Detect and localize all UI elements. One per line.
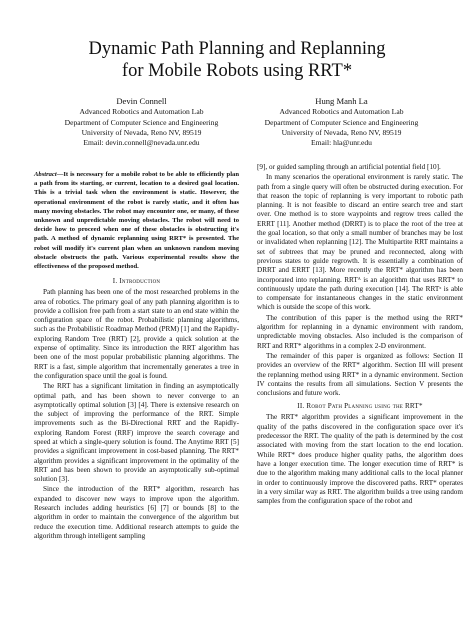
author-lab: Advanced Robotics and Automation Lab: [279, 107, 404, 117]
author-department: Department of Computer Science and Engineering: [64, 117, 219, 127]
section-number: I.: [112, 277, 118, 286]
title-line-2: for Mobile Robots using RRT*: [121, 61, 353, 81]
body-paragraph: Since the introduction of the RRT* algorithm, research has expanded to discover new ways to improve upon the algorithm. Research includes adding heuristics [6] [7] or bounds [8] to the algorithm in order to maintain the convergence of the algorithm but reduce the execution time. Additional research attempts to guide the algorithm through intelligent sampling: [34, 485, 239, 540]
author-name: Hung Manh La: [315, 96, 368, 106]
body-paragraph: [9], or guided sampling through an artificial potential field [10].: [257, 163, 441, 171]
body-paragraph: The RRT has a significant limitation in finding an asymptotically optimal path, and has been shown to never converge to an asymptotically optimal solution [3] [4]. There is extensive research on the subject of improving the performance of the RRT. Simple improvements such as the Bi-Directional RRT and the Rapidly-exploring Random Forest (RRF) improve the search coverage and speed at which a single-query solution is found. The Anytime RRT [5] provides a significant improvement in cost-based planning. The RRT* algorithm provides a significant improvement in the optimality of the RRT and has been shown to provide an asymptotically sub-optimal solution [3].: [34, 382, 239, 484]
author-block-1: [34, 96, 249, 148]
title-line-1: Dynamic Path Planning and Replanning: [88, 39, 386, 59]
abstract-label: Abstract: [34, 171, 57, 178]
body-paragraph: The RRT* algorithm provides a significant improvement in the quality of the paths discovered in the configuration space over it's predecessor the RRT. The quality of the path is determined by the cost associated with moving from the start location to the end location. While RRT* does produce higher quality paths, the algorithm does have a longer execution time. The longer execution time of RRT* is due to the algorithm making many additional calls to the local planner in order to continuously improve the discovered paths. RRT* operates in a very similar way as RRT. The algorithm builds a tree using random samples from the configuration space of the robot and: [257, 413, 463, 506]
author-block-2: [234, 96, 449, 148]
body-paragraph: In many scenarios the operational environment is rarely static. The path from a single query will often be obstructed during execution. For that reason the topic of replanning is very important to robotic path planning. It is not feasible to discard an entire search tree and start over. One method is to store waypoints and regrow trees called the ERRT [11]. Another method (DRRT) is to place the root of the tree at the goal location, so that only a small number of branches may be lost or invalidated when replanning [12]. The Multipartite RRT maintains a set of subtrees that may be pruned and reconnected, along with previous states to guide regrowth. It is essentially a combination of DRRT and ERRT [13]. More recently the RRT* algorithm has been incorporated into replanning. RRTᴬ is an algorithm that uses RRT* to continuously update the path during execution [14]. The RRTˣ is able to compensate for instantaneous changes in the static environment which is outside the scope of this work.: [257, 173, 463, 312]
body-paragraph: The remainder of this paper is organized as follows: Section II provides an overview of the RRT* algorithm. Section III will present the replanning method using RRT* in a dynamic environment. Section IV contains the results from all simulations. Section V presents the conclusions and future work.: [257, 351, 463, 398]
author-university: University of Nevada, Reno NV, 89519: [281, 127, 402, 137]
left-column: [34, 170, 239, 542]
section-number: II.: [297, 402, 305, 411]
author-email: Email: devin.connell@nevada.unr.edu: [83, 138, 200, 148]
right-column: [257, 163, 463, 507]
body-paragraph: Path planning has been one of the most researched problems in the area of robotics. The primary goal of any path planning algorithm is to provide a collision free path from a start state to an end state within the configuration space of the robot. Probabilistic planning algorithms, such as the Probabilistic Roadmap Method (PRM) [1] and the Rapidly-exploring Random Tree (RRT) [2], provide a quick solution at the expense of optimality. Since its introduction the RRT algorithm has been one of the most popular probabilistic planning algorithms. The RRT is a fast, simple algorithm that incrementally generates a tree in the configuration space until the goal is found.: [34, 288, 239, 380]
section-title: Robot Path Planning using the RRT*: [306, 402, 423, 411]
section-heading-introduction: [34, 276, 239, 286]
author-department: Department of Computer Science and Engineering: [264, 117, 419, 127]
author-name: Devin Connell: [116, 96, 167, 106]
abstract-text: —It is necessary for a mobile robot to be able to efficiently plan a path from its starting, or current, location to a desired goal location. This is a trivial task when the environment is static. However, the operational environment of the robot is rarely static, and it often has many moving obstacles. The robot may encounter one, or many, of these unknown and unpredictable moving obstacles. The robot will need to decide how to proceed when one of these obstacles is obstructing it's path. A method of dynamic replanning using RRT* is presented. The robot will modify it's current plan when an unknown random moving obstacle obstructs the path. Various experimental results show the effectiveness of the proposed method.: [34, 171, 239, 271]
author-email: Email: hla@unr.edu: [311, 138, 372, 148]
paper-title: [0, 38, 474, 82]
author-university: University of Nevada, Reno NV, 89519: [81, 127, 202, 137]
section-title: Introduction: [119, 277, 161, 286]
abstract: [34, 170, 239, 271]
author-lab: Advanced Robotics and Automation Lab: [79, 107, 204, 117]
section-heading-path-planning: [257, 401, 463, 411]
body-paragraph: The contribution of this paper is the method using the RRT* algorithm for replanning in a dynamic environment with random, unpredictable moving obstacles. Also included is the comparison of RRT and RRT* algorithms in a complex 2-D environment.: [257, 313, 463, 350]
